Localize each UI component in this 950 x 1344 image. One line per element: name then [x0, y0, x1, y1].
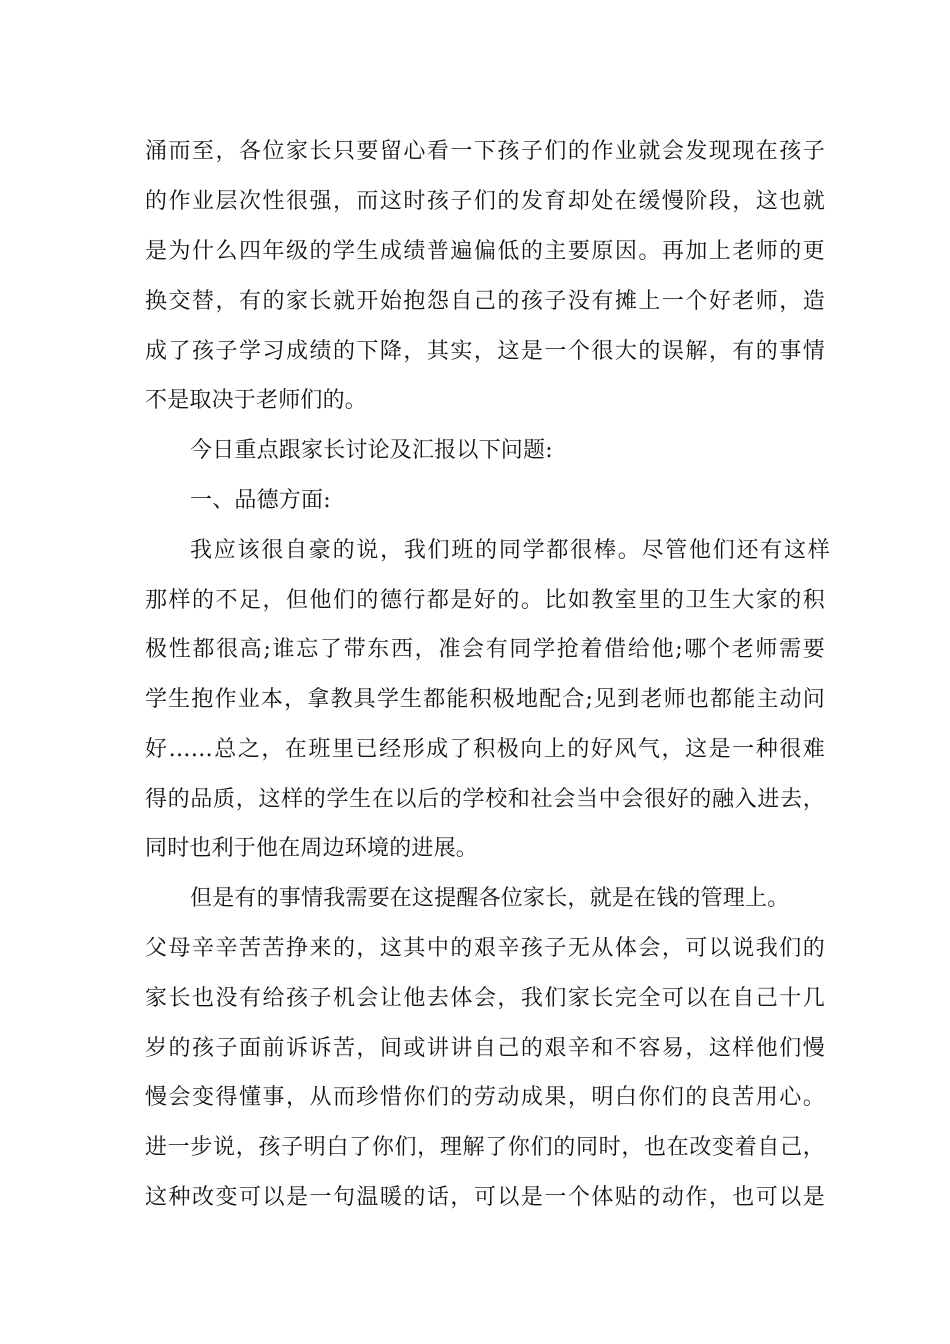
section-heading: 一、品德方面:	[190, 488, 331, 513]
text-line: 极性都很高;谁忘了带东西，准会有同学抢着借给他;哪个老师需要	[145, 637, 825, 662]
text-line: 换交替，有的家长就开始抱怨自己的孩子没有摊上一个好老师，造	[145, 289, 825, 314]
text-line: 不是取决于老师们的。	[145, 388, 368, 413]
text-line: 是为什么四年级的学生成绩普遍偏低的主要原因。再加上老师的更	[145, 239, 825, 264]
text-line: 的作业层次性很强，而这时孩子们的发育却处在缓慢阶段，这也就	[145, 189, 825, 214]
text-line: 学生抱作业本，拿教具学生都能积极地配合;见到老师也都能主动问	[145, 687, 825, 712]
text-line: 家长也没有给孩子机会让他去体会，我们家长完全可以在自己十几	[145, 986, 825, 1011]
text-line: 成了孩子学习成绩的下降，其实，这是一个很大的误解，有的事情	[145, 339, 825, 364]
text-line: 慢会变得懂事，从而珍惜你们的劳动成果，明白你们的良苦用心。	[145, 1085, 825, 1110]
text-line: 父母辛辛苦苦挣来的，这其中的艰辛孩子无从体会，可以说我们的	[145, 936, 825, 961]
text-line: 涌而至，各位家长只要留心看一下孩子们的作业就会发现现在孩子	[145, 139, 825, 164]
text-line: 进一步说，孩子明白了你们，理解了你们的同时，也在改变着自己，	[145, 1135, 825, 1160]
text-line: 岁的孩子面前诉诉苦，间或讲讲自己的艰辛和不容易，这样他们慢	[145, 1036, 825, 1061]
text-line: 今日重点跟家长讨论及汇报以下问题:	[190, 438, 553, 463]
text-line: 好……总之，在班里已经形成了积极向上的好风气，这是一种很难	[145, 737, 825, 762]
text-line: 我应该很自豪的说，我们班的同学都很棒。尽管他们还有这样	[190, 538, 830, 563]
text-line: 但是有的事情我需要在这提醒各位家长，就是在钱的管理上。	[190, 886, 790, 911]
text-line: 那样的不足，但他们的德行都是好的。比如教室里的卫生大家的积	[145, 588, 825, 613]
text-line: 同时也利于他在周边环境的进展。	[145, 836, 479, 861]
text-line: 得的品质，这样的学生在以后的学校和社会当中会很好的融入进去，	[145, 787, 825, 812]
text-line: 这种改变可以是一句温暖的话，可以是一个体贴的动作，也可以是	[145, 1185, 825, 1210]
